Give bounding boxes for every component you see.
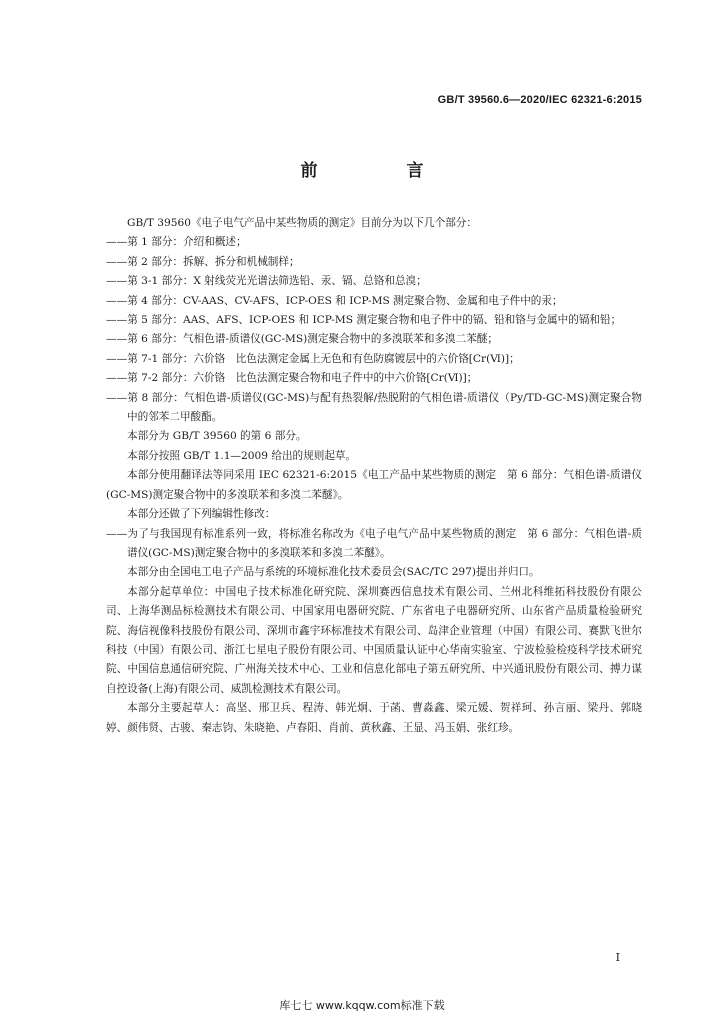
- part-item-7-1: ——第 7-1 部分：六价铬 比色法测定金属上无色和有色防腐镀层中的六价铬[Cr(Ⅵ)]；: [106, 352, 520, 365]
- proposer-paragraph: 本部分由全国电工电子产品与系统的环境标准化技术委员会(SAC/TC 297)提出并归口。: [127, 566, 540, 579]
- part-item-5: ——第 5 部分：AAS、AFS、ICP-OES 和 ICP-MS 测定聚合物和电子件中的镉、铅和铬与金属中的镉和铅；: [106, 314, 622, 327]
- part-item-7-2: ——第 7-2 部分：六价铬 比色法测定聚合物和电子件中的中六价铬[Cr(Ⅵ)]；: [106, 372, 478, 385]
- page-number: I: [615, 951, 620, 964]
- editorial-intro-paragraph: 本部分还做了下列编辑性修改：: [127, 508, 276, 521]
- drafting-rule-paragraph: 本部分按照 GB/T 1.1—2009 给出的规则起草。: [127, 449, 357, 462]
- standard-code-header: GB/T 39560.6—2020/IEC 62321-6:2015: [437, 94, 642, 106]
- editorial-item: ——为了与我国现有标准系列一致，将标准名称改为《电子电气产品中某些物质的测定 第 6 部分：气相色谱-质谱仪(GC-MS)测定聚合物中的多溴联苯和多溴二苯醚》。: [106, 527, 642, 559]
- translation-paragraph: 本部分使用翻译法等同采用 IEC 62321-6:2015《电工产品中某些物质的测定 第 6 部分：气相色谱-质谱仪(GC-MS)测定聚合物中的多溴联苯和多溴二苯醚》。: [106, 469, 642, 501]
- drafters-paragraph: 本部分主要起草人：高坚、邢卫兵、程涛、韩光炯、于菡、曹淼鑫、梁元媛、贺祥珂、孙言丽、梁丹、郭晓婷、颜伟贤、古骏、秦志钧、朱晓艳、卢春阳、肖前、黄秋鑫、王显、冯玉娟、张红珍。: [106, 702, 642, 734]
- part-item-8: ——第 8 部分：气相色谱-质谱仪(GC-MS)与配有热裂解/热脱附的气相色谱-质谱仪（Py/TD-GC-MS)测定聚合物中的邻苯二甲酸酯。: [106, 391, 642, 424]
- intro-paragraph: GB/T 39560《电子电气产品中某些物质的测定》目前分为以下几个部分：: [127, 217, 477, 229]
- part-item-1: ——第 1 部分：介绍和概述；: [106, 236, 247, 249]
- part-item-6: ——第 6 部分：气相色谱-质谱仪(GC-MS)测定聚合物中的多溴联苯和多溴二苯醚；: [106, 333, 498, 346]
- drafting-units-paragraph: 本部分起草单位：中国电子技术标准化研究院、深圳赛西信息技术有限公司、兰州北科维拓科技股份有限公司、上海华测品标检测技术有限公司、中国家用电器研究院、广东省电子电器研究所、山东省产品质量检验研究院、海信视像科技股份有限公司、深圳市鑫宇环标准技术有限公司、岛津企业管理（中国）有限公司、赛默飞世尔科技（中国）有限公司、浙江七星电子股份有限公司、中国质量认证中心华南实验室、宁波检验检疫科学技术研究院、中国信息通信研究院、广州海关技术中心、工业和信息化部电子第五研究所、中兴通讯股份有限公司、搏力谋自控设备(上海)有限公司、威凯检测技术有限公司。: [106, 585, 642, 695]
- part-item-4: ——第 4 部分：CV-AAS、CV-AFS、ICP-OES 和 ICP-MS 测定聚合物、金属和电子件中的汞；: [106, 294, 563, 307]
- part-of-paragraph: 本部分为 GB/T 39560 的第 6 部分。: [127, 430, 307, 443]
- footer-watermark: 库七七 www.kqqw.com标准下载: [279, 999, 445, 1012]
- part-item-3-1: ——第 3-1 部分：X 射线荧光光谱法筛选铅、汞、镉、总铬和总溴；: [106, 275, 427, 288]
- foreword-body: [106, 214, 642, 738]
- part-item-2: ——第 2 部分：拆解、拆分和机械制样；: [106, 255, 300, 268]
- page-title: 前 言: [300, 161, 460, 181]
